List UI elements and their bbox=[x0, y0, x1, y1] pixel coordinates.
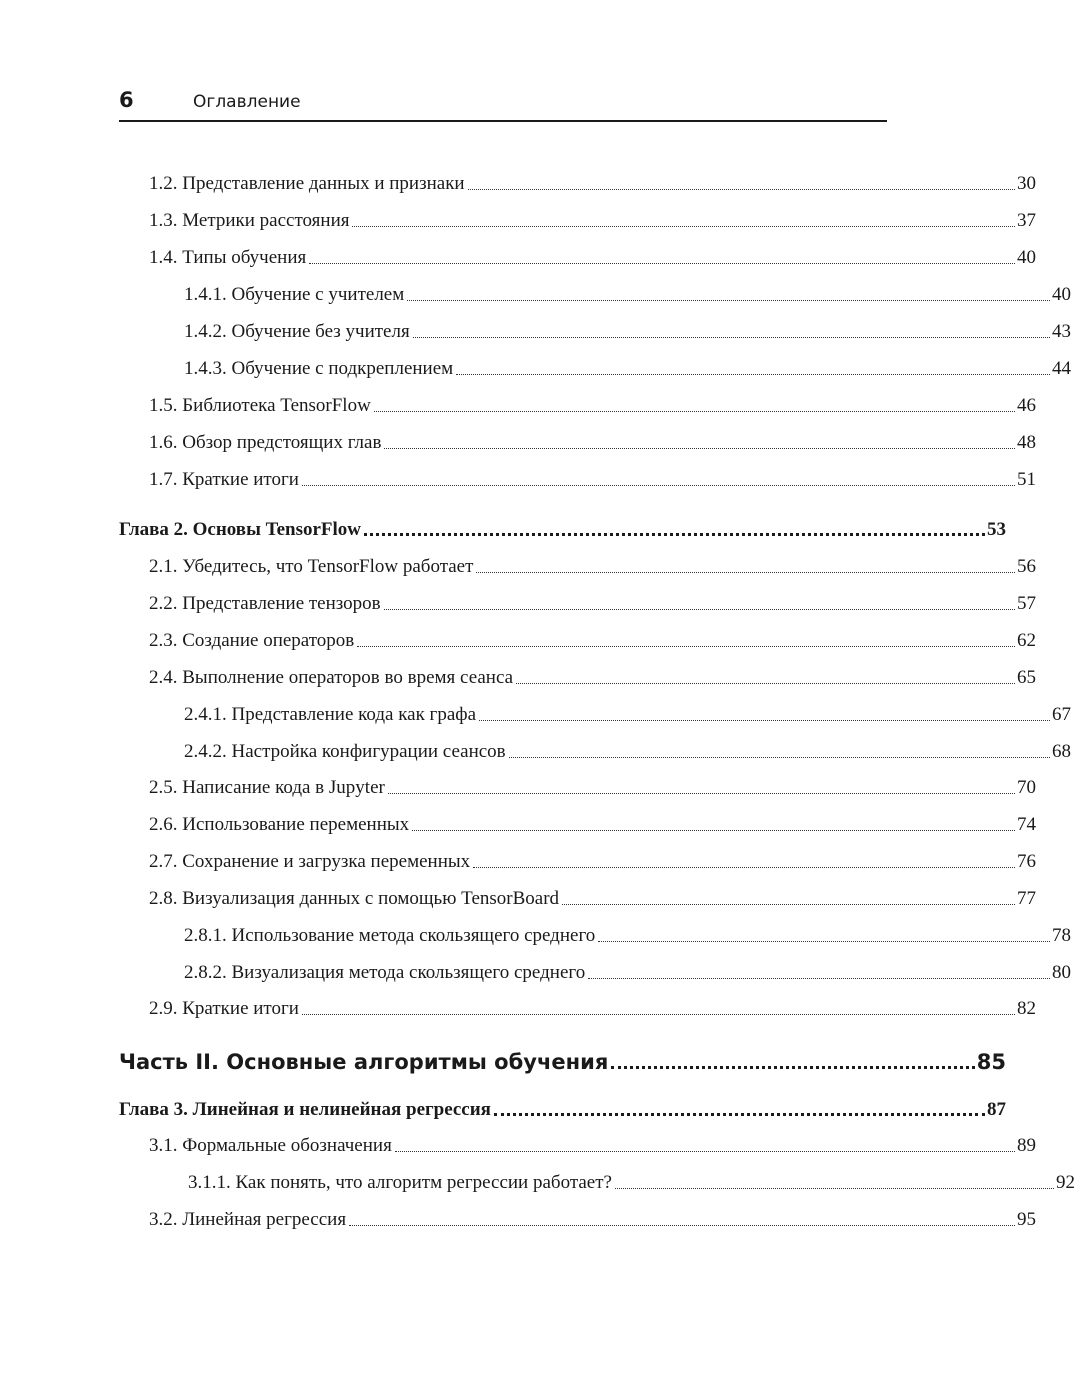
dot-leader bbox=[598, 941, 1050, 942]
toc-section-2-4-2[interactable]: 2.4.2. Настройка конфигурации сеансов 68 bbox=[184, 741, 1071, 762]
toc-section-3-1-1[interactable]: 3.1.1. Как понять, что алгоритм регрессии работает? 92 bbox=[188, 1172, 1075, 1193]
toc-chapter-2[interactable]: Глава 2. Основы TensorFlow 53 bbox=[119, 519, 1006, 540]
toc-section-2-8-2[interactable]: 2.8.2. Визуализация метода скользящего среднего 80 bbox=[184, 962, 1071, 983]
toc-section-1-5[interactable]: 1.5. Библиотека TensorFlow 46 bbox=[149, 395, 1036, 416]
toc-section-2-8-1[interactable]: 2.8.1. Использование метода скользящего среднего 78 bbox=[184, 925, 1071, 946]
toc-chapter-3[interactable]: Глава 3. Линейная и нелинейная регрессия 87 bbox=[119, 1099, 1006, 1120]
dot-leader bbox=[374, 411, 1015, 412]
toc-section-1-7[interactable]: 1.7. Краткие итоги 51 bbox=[149, 469, 1036, 490]
dot-leader bbox=[413, 337, 1050, 338]
dot-leader bbox=[468, 189, 1015, 190]
toc-section-2-4-1[interactable]: 2.4.1. Представление кода как графа 67 bbox=[184, 704, 1071, 725]
dot-leader bbox=[456, 374, 1050, 375]
toc-section-2-1[interactable]: 2.1. Убедитесь, что TensorFlow работает 56 bbox=[149, 556, 1036, 577]
dot-leader bbox=[615, 1188, 1054, 1189]
dot-leader bbox=[479, 720, 1050, 721]
dot-leader bbox=[412, 830, 1015, 831]
dot-leader bbox=[384, 609, 1015, 610]
toc-section-2-7[interactable]: 2.7. Сохранение и загрузка переменных 76 bbox=[149, 851, 1036, 872]
dot-leader bbox=[302, 485, 1015, 486]
page-number: 6 bbox=[119, 88, 134, 112]
toc-section-1-3[interactable]: 1.3. Метрики расстояния 37 bbox=[149, 210, 1036, 231]
dot-leader bbox=[611, 1066, 974, 1069]
dot-leader bbox=[357, 646, 1015, 647]
dot-leader bbox=[494, 1113, 985, 1116]
toc-section-2-6[interactable]: 2.6. Использование переменных 74 bbox=[149, 814, 1036, 835]
dot-leader bbox=[388, 793, 1015, 794]
dot-leader bbox=[516, 683, 1015, 684]
toc-section-2-3[interactable]: 2.3. Создание операторов 62 bbox=[149, 630, 1036, 651]
toc-part-2[interactable]: Часть II. Основные алгоритмы обучения 85 bbox=[119, 1050, 1006, 1074]
dot-leader bbox=[476, 572, 1015, 573]
dot-leader bbox=[562, 904, 1015, 905]
toc-section-3-2[interactable]: 3.2. Линейная регрессия 95 bbox=[149, 1209, 1036, 1230]
dot-leader bbox=[309, 263, 1015, 264]
toc-section-3-1[interactable]: 3.1. Формальные обозначения 89 bbox=[149, 1135, 1036, 1156]
toc-section-1-2[interactable]: 1.2. Представление данных и признаки 30 bbox=[149, 173, 1036, 194]
dot-leader bbox=[364, 533, 985, 536]
dot-leader bbox=[302, 1014, 1015, 1015]
dot-leader bbox=[509, 757, 1050, 758]
dot-leader bbox=[588, 978, 1050, 979]
dot-leader bbox=[349, 1225, 1015, 1226]
toc-section-2-2[interactable]: 2.2. Представление тензоров 57 bbox=[149, 593, 1036, 614]
toc-section-2-4[interactable]: 2.4. Выполнение операторов во время сеанса 65 bbox=[149, 667, 1036, 688]
toc-section-2-5[interactable]: 2.5. Написание кода в Jupyter 70 bbox=[149, 777, 1036, 798]
toc-section-2-9[interactable]: 2.9. Краткие итоги 82 bbox=[149, 998, 1036, 1019]
running-title: Оглавление bbox=[193, 92, 301, 112]
running-header bbox=[119, 86, 887, 122]
dot-leader bbox=[473, 867, 1015, 868]
toc-section-1-4[interactable]: 1.4. Типы обучения 40 bbox=[149, 247, 1036, 268]
toc-section-2-8[interactable]: 2.8. Визуализация данных с помощью TensorBoard 77 bbox=[149, 888, 1036, 909]
toc-section-1-4-3[interactable]: 1.4.3. Обучение с подкреплением 44 bbox=[184, 358, 1071, 379]
toc-section-1-4-2[interactable]: 1.4.2. Обучение без учителя 43 bbox=[184, 321, 1071, 342]
dot-leader bbox=[395, 1151, 1015, 1152]
dot-leader bbox=[384, 448, 1015, 449]
dot-leader bbox=[352, 226, 1015, 227]
toc-section-1-6[interactable]: 1.6. Обзор предстоящих глав 48 bbox=[149, 432, 1036, 453]
toc-section-1-4-1[interactable]: 1.4.1. Обучение с учителем 40 bbox=[184, 284, 1071, 305]
dot-leader bbox=[407, 300, 1050, 301]
